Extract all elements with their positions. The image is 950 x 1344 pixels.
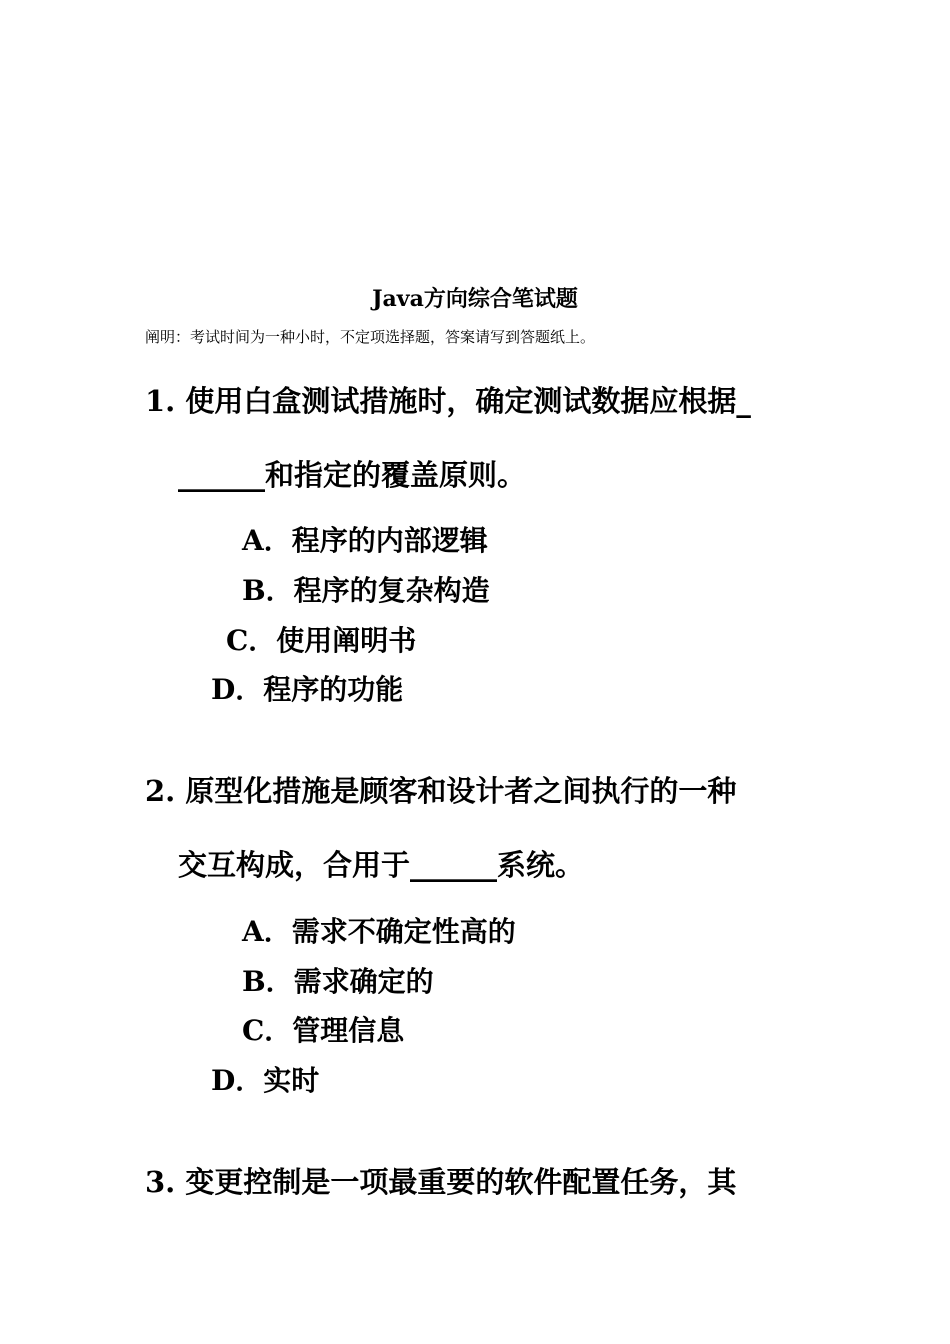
option-letter: A． <box>242 915 292 948</box>
option-text: 程序的功能 <box>263 673 404 706</box>
question-3-line-1: 3. 变更控制是一项最重要的软件配置任务，其 <box>145 1165 737 1199</box>
option-text: 程序的内部逻辑 <box>291 524 488 557</box>
option-text: 管理信息 <box>292 1014 405 1047</box>
question-1-option-b <box>242 572 490 610</box>
question-2-line-1: 2. 原型化措施是顾客和设计者之间执行的一种 <box>145 774 737 808</box>
question-1-line-1: 1. 使用白盒测试措施时，确定测试数据应根据_ <box>145 384 751 418</box>
option-text: 需求不确定性高的 <box>291 915 516 948</box>
option-text: 实时 <box>263 1064 320 1097</box>
page-title: Java方向综合笔试题 <box>372 286 578 312</box>
question-2-option-a <box>242 913 516 951</box>
option-letter: C． <box>226 624 277 657</box>
question-1-option-d <box>211 671 403 709</box>
question-2-option-d <box>211 1062 319 1100</box>
question-2-line-2: 交互构成，合用于______系统。 <box>178 848 585 882</box>
question-2-option-c <box>242 1012 404 1050</box>
option-text: 使用阐明书 <box>276 624 417 657</box>
question-1-option-c <box>226 622 416 660</box>
option-text: 需求确定的 <box>293 965 434 998</box>
option-letter: C． <box>242 1014 293 1047</box>
option-letter: A． <box>242 524 292 557</box>
option-letter: D． <box>211 673 264 706</box>
question-2-option-b <box>242 963 434 1001</box>
option-text: 程序的复杂构造 <box>293 574 490 607</box>
option-letter: D． <box>211 1064 264 1097</box>
question-1-line-2: ______和指定的覆盖原则。 <box>178 458 527 492</box>
question-1-option-a <box>242 522 488 560</box>
option-letter: B． <box>242 574 294 607</box>
option-letter: B． <box>242 965 294 998</box>
exam-instructions: 阐明：考试时间为一种小时，不定项选择题，答案请写到答题纸上。 <box>145 328 596 346</box>
